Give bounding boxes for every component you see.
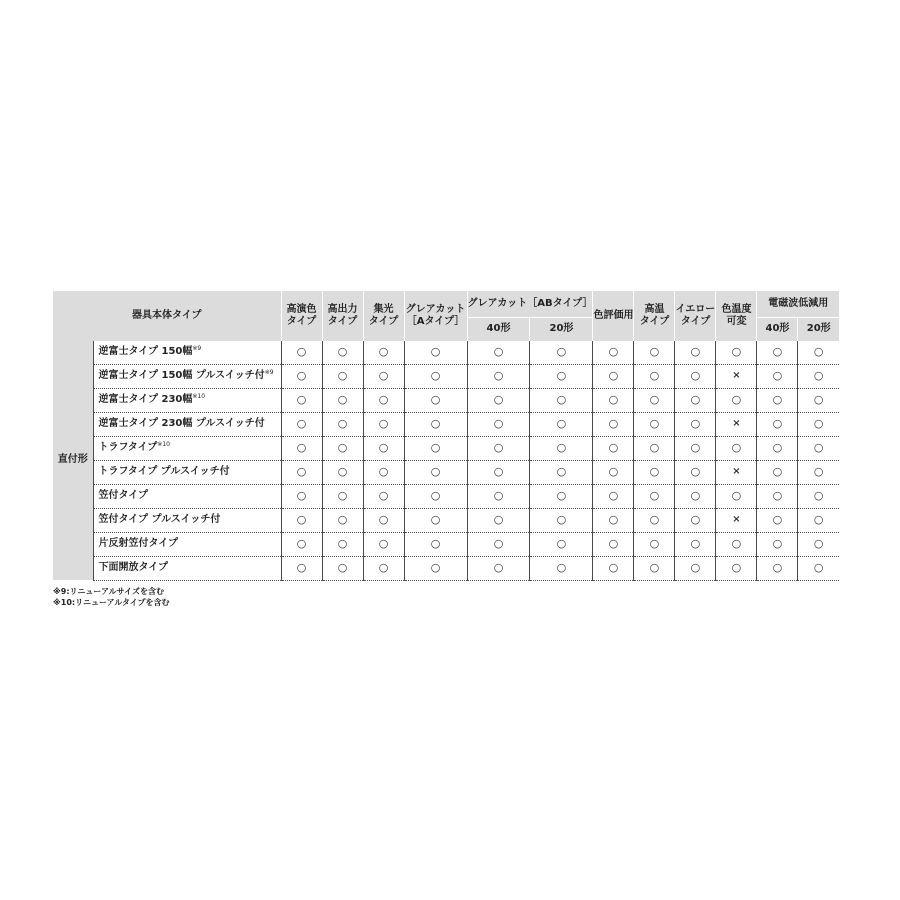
- mark-unsupported: ×: [716, 460, 757, 484]
- header-high-output: 高出力 タイプ: [322, 291, 363, 341]
- fixture-type-label: 下面開放タイプ: [98, 562, 168, 573]
- mark-supported: ○: [281, 532, 322, 556]
- fixture-type-name: [93, 436, 281, 460]
- fixture-type-name: [93, 460, 281, 484]
- mark-supported: ○: [281, 484, 322, 508]
- mark-supported: ○: [322, 556, 363, 580]
- mark-supported: ○: [322, 388, 363, 412]
- mark-supported: ○: [363, 532, 404, 556]
- mark-supported: ○: [404, 364, 467, 388]
- mark-supported: ○: [530, 532, 593, 556]
- mark-supported: ○: [404, 460, 467, 484]
- fixture-type-label: トラフタイプ: [98, 442, 158, 453]
- mark-supported: ○: [530, 341, 593, 365]
- table-row: [53, 556, 839, 580]
- table-row: [53, 508, 839, 532]
- mark-supported: ○: [530, 412, 593, 436]
- table-row: [53, 532, 839, 556]
- fixture-type-name: [93, 412, 281, 436]
- mark-supported: ○: [593, 388, 634, 412]
- mark-supported: ○: [322, 508, 363, 532]
- mark-supported: ○: [675, 341, 716, 365]
- mark-supported: ○: [363, 556, 404, 580]
- mark-supported: ○: [467, 556, 530, 580]
- mark-supported: ○: [798, 508, 839, 532]
- header-high-color-rendering: 高演色 タイプ: [281, 291, 322, 341]
- header-color-evaluation: 色評価用: [593, 291, 634, 341]
- mark-supported: ○: [404, 388, 467, 412]
- mark-supported: ○: [634, 364, 675, 388]
- table-row: [53, 460, 839, 484]
- mark-supported: ○: [716, 484, 757, 508]
- fixture-type-name: [93, 364, 281, 388]
- mark-supported: ○: [634, 508, 675, 532]
- mark-supported: ○: [634, 484, 675, 508]
- mark-supported: ○: [363, 412, 404, 436]
- mark-supported: ○: [634, 341, 675, 365]
- table-row: [53, 436, 839, 460]
- footnote-ref: ※10: [157, 441, 170, 448]
- mark-supported: ○: [404, 556, 467, 580]
- mark-supported: ○: [281, 341, 322, 365]
- mark-supported: ○: [634, 388, 675, 412]
- mark-supported: ○: [363, 484, 404, 508]
- mark-supported: ○: [634, 460, 675, 484]
- mark-supported: ○: [757, 341, 798, 365]
- header-emi-reduction: 電磁波低減用: [757, 291, 839, 317]
- mark-supported: ○: [530, 556, 593, 580]
- mark-supported: ○: [593, 364, 634, 388]
- mark-supported: ○: [363, 388, 404, 412]
- mark-supported: ○: [757, 508, 798, 532]
- compatibility-table: [53, 291, 839, 581]
- mark-supported: ○: [716, 388, 757, 412]
- mark-supported: ○: [757, 412, 798, 436]
- mark-supported: ○: [593, 436, 634, 460]
- mark-supported: ○: [404, 341, 467, 365]
- fixture-type-name: [93, 508, 281, 532]
- mark-supported: ○: [281, 508, 322, 532]
- header-emi-40: 40形: [757, 317, 798, 341]
- mark-supported: ○: [530, 364, 593, 388]
- header-glare-cut-a: グレアカット ［Aタイプ］: [404, 291, 467, 341]
- mark-supported: ○: [363, 436, 404, 460]
- mark-supported: ○: [798, 412, 839, 436]
- mark-supported: ○: [530, 436, 593, 460]
- mark-supported: ○: [798, 484, 839, 508]
- mark-supported: ○: [281, 556, 322, 580]
- table-row: [53, 364, 839, 388]
- fixture-type-name: [93, 484, 281, 508]
- mark-supported: ○: [716, 532, 757, 556]
- fixture-type-label: 笠付タイプ プルスイッチ付: [98, 514, 221, 525]
- fixture-type-label: 逆富士タイプ 230幅 プルスイッチ付: [98, 418, 265, 429]
- mark-supported: ○: [467, 460, 530, 484]
- mark-supported: ○: [593, 341, 634, 365]
- mark-supported: ○: [716, 341, 757, 365]
- mark-supported: ○: [593, 412, 634, 436]
- mark-supported: ○: [530, 508, 593, 532]
- footnote-ref: ※9: [264, 369, 274, 376]
- mark-supported: ○: [716, 556, 757, 580]
- mark-supported: ○: [757, 436, 798, 460]
- table-row: [53, 388, 839, 412]
- header-emi-20: 20形: [798, 317, 839, 341]
- mark-supported: ○: [322, 532, 363, 556]
- mark-supported: ○: [798, 436, 839, 460]
- table-row: [53, 341, 839, 365]
- mark-supported: ○: [675, 460, 716, 484]
- mark-supported: ○: [675, 556, 716, 580]
- mark-supported: ○: [675, 532, 716, 556]
- fixture-type-name: [93, 556, 281, 580]
- header-fixture-type: 器具本体タイプ: [53, 291, 281, 341]
- fixture-type-name: [93, 388, 281, 412]
- mark-supported: ○: [675, 508, 716, 532]
- fixture-type-name: [93, 341, 281, 365]
- mark-supported: ○: [675, 388, 716, 412]
- header-color-temp-variable: 色温度 可変: [716, 291, 757, 341]
- mark-supported: ○: [675, 412, 716, 436]
- mark-unsupported: ×: [716, 364, 757, 388]
- fixture-type-label: 笠付タイプ: [98, 490, 148, 501]
- mark-supported: ○: [798, 388, 839, 412]
- fixture-type-label: 片反射笠付タイプ: [98, 538, 178, 549]
- footnote-10: ※10:リニューアルタイプを含む: [53, 598, 170, 607]
- mark-supported: ○: [675, 484, 716, 508]
- mark-supported: ○: [634, 532, 675, 556]
- mark-supported: ○: [634, 412, 675, 436]
- mark-supported: ○: [363, 508, 404, 532]
- mark-supported: ○: [467, 532, 530, 556]
- mark-unsupported: ×: [716, 508, 757, 532]
- mark-supported: ○: [675, 436, 716, 460]
- mark-supported: ○: [634, 436, 675, 460]
- mark-supported: ○: [322, 484, 363, 508]
- mark-supported: ○: [467, 484, 530, 508]
- mark-supported: ○: [467, 508, 530, 532]
- mark-supported: ○: [757, 460, 798, 484]
- mark-supported: ○: [593, 484, 634, 508]
- footnote-ref: ※10: [192, 393, 206, 400]
- mark-supported: ○: [757, 388, 798, 412]
- mark-supported: ○: [530, 388, 593, 412]
- fixture-type-label: トラフタイプ プルスイッチ付: [98, 466, 230, 477]
- fixture-type-label: 逆富士タイプ 230幅: [98, 394, 193, 405]
- table-row: [53, 484, 839, 508]
- mark-supported: ○: [593, 508, 634, 532]
- mark-supported: ○: [757, 364, 798, 388]
- mark-supported: ○: [675, 364, 716, 388]
- mark-supported: ○: [467, 388, 530, 412]
- mark-supported: ○: [281, 364, 322, 388]
- header-focused-light: 集光 タイプ: [363, 291, 404, 341]
- mark-supported: ○: [716, 436, 757, 460]
- fixture-type-label: 逆富士タイプ 150幅: [98, 346, 193, 357]
- mark-supported: ○: [467, 341, 530, 365]
- mark-supported: ○: [322, 436, 363, 460]
- mark-supported: ○: [404, 508, 467, 532]
- mark-supported: ○: [634, 556, 675, 580]
- mark-supported: ○: [467, 364, 530, 388]
- footnotes: [53, 586, 170, 608]
- mark-supported: ○: [322, 460, 363, 484]
- mark-supported: ○: [798, 556, 839, 580]
- mark-supported: ○: [593, 460, 634, 484]
- mark-supported: ○: [798, 364, 839, 388]
- group-label-direct-mount: 直付形: [53, 341, 93, 581]
- mark-supported: ○: [281, 388, 322, 412]
- mark-supported: ○: [322, 341, 363, 365]
- mark-supported: ○: [281, 460, 322, 484]
- mark-supported: ○: [404, 532, 467, 556]
- mark-supported: ○: [363, 460, 404, 484]
- mark-supported: ○: [757, 484, 798, 508]
- header-glare-ab-40: 40形: [467, 317, 530, 341]
- header-glare-ab-20: 20形: [530, 317, 593, 341]
- mark-supported: ○: [363, 364, 404, 388]
- mark-supported: ○: [593, 532, 634, 556]
- fixture-type-name: [93, 532, 281, 556]
- mark-unsupported: ×: [716, 412, 757, 436]
- mark-supported: ○: [322, 364, 363, 388]
- footnote-ref: ※9: [192, 345, 202, 352]
- mark-supported: ○: [798, 532, 839, 556]
- footnote-9: ※9:リニューアルサイズを含む: [53, 587, 165, 596]
- mark-supported: ○: [404, 436, 467, 460]
- mark-supported: ○: [530, 484, 593, 508]
- mark-supported: ○: [798, 460, 839, 484]
- table-row: [53, 412, 839, 436]
- mark-supported: ○: [757, 532, 798, 556]
- mark-supported: ○: [404, 412, 467, 436]
- header-glare-cut-ab: グレアカット［ABタイプ］: [467, 291, 593, 317]
- mark-supported: ○: [363, 341, 404, 365]
- mark-supported: ○: [281, 412, 322, 436]
- mark-supported: ○: [530, 460, 593, 484]
- mark-supported: ○: [467, 412, 530, 436]
- mark-supported: ○: [281, 436, 322, 460]
- fixture-type-label: 逆富士タイプ 150幅 プルスイッチ付: [98, 370, 265, 381]
- mark-supported: ○: [757, 556, 798, 580]
- header-yellow: イエロー タイプ: [675, 291, 716, 341]
- mark-supported: ○: [798, 341, 839, 365]
- mark-supported: ○: [404, 484, 467, 508]
- mark-supported: ○: [593, 556, 634, 580]
- mark-supported: ○: [322, 412, 363, 436]
- mark-supported: ○: [467, 436, 530, 460]
- header-high-temperature: 高温 タイプ: [634, 291, 675, 341]
